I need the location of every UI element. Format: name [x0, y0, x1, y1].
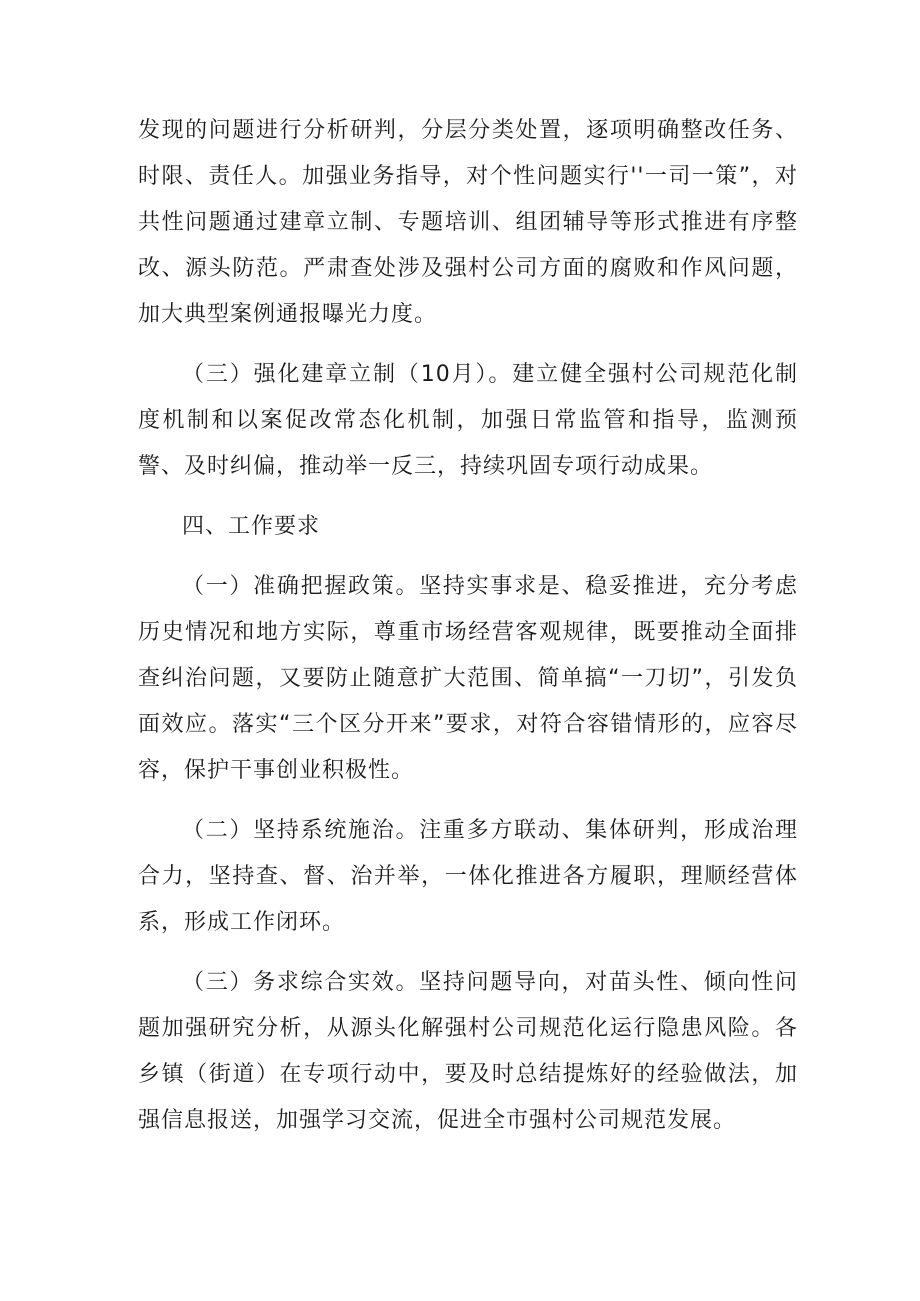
- heading-work-requirements: 四、工作要求: [182, 514, 321, 539]
- paragraph-requirement-three: （三）务求综合实效。坚持问题导向，对苗头性、倾向性问题加强研究分析，从源头化解强村公司规范化运行隐患风险。各乡镇（街道）在专项行动中，要及时总结提炼好的经验做法，加强信息报送，加强学习交流，促进全市强村公司规范发展。: [138, 970, 798, 1133]
- paragraph-requirement-two: （二）坚持系统施治。注重多方联动、集体研判，形成治理合力，坚持查、督、治并举，一体化推进各方履职，理顺经营体系，形成工作闭环。: [138, 818, 798, 935]
- paragraph-section-three-rules: （三）强化建章立制（10月）。建立健全强村公司规范化制度机制和以案促改常态化机制，加强日常监管和指导，监测预警、及时纠偏，推动举一反三，持续巩固专项行动成果。: [138, 362, 798, 479]
- paragraph-requirement-one: （一）准确把握政策。坚持实事求是、稳妥推进，充分考虑历史情况和地方实际，尊重市场经营客观规律，既要推动全面排查纠治问题，又要防止随意扩大范围、简单搞“一刀切”，引发负面效应。落实“三个区分开来”要求，对符合容错情形的，应容尽容，保护干事创业积极性。: [138, 574, 798, 783]
- document-body: [138, 108, 798, 1144]
- paragraph-continuation: 发现的问题进行分析研判，分层分类处置，逐项明确整改任务、时限、责任人。加强业务指导，对个性问题实行''一司一策”，对共性问题通过建章立制、专题培训、组团辅导等形式推进有序整改、源头防范。严肃查处涉及强村公司方面的腐败和作风问题，加大典型案例通报曝光力度。: [138, 118, 798, 327]
